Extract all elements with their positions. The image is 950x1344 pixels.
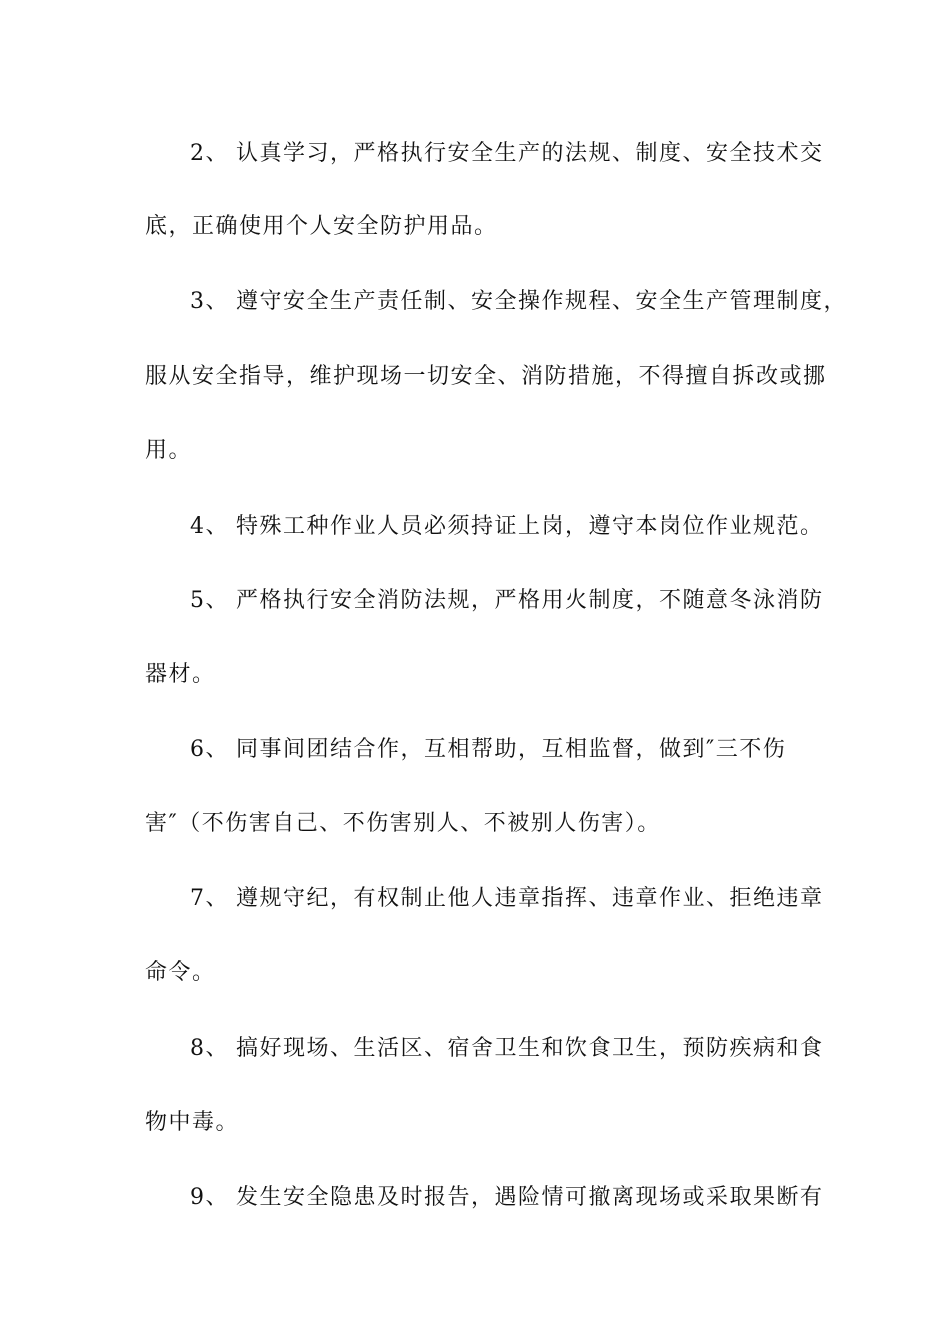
item-text: 命令。 xyxy=(145,960,216,985)
item-text: 认真学习，严格执行安全生产的法规、制度、安全技术交 xyxy=(236,141,824,166)
paragraph-line xyxy=(190,512,870,542)
item-number: 5、 xyxy=(190,588,229,613)
item-number: 4、 xyxy=(190,514,229,539)
item-text: 害″（不伤害自己、不伤害别人、不被别人伤害）。 xyxy=(145,811,661,836)
item-text: 物中毒。 xyxy=(145,1110,240,1135)
paragraph-line xyxy=(190,287,870,317)
paragraph-line xyxy=(190,735,870,765)
paragraph-line xyxy=(190,884,870,914)
item-number: 7、 xyxy=(190,886,229,911)
paragraph-line xyxy=(190,139,870,169)
paragraph-line xyxy=(145,958,825,988)
paragraph-line xyxy=(145,436,825,466)
item-text: 发生安全隐患及时报告，遇险情可撤离现场或采取果断有 xyxy=(236,1185,824,1210)
paragraph-line xyxy=(145,362,825,392)
item-text: 同事间团结合作，互相帮助，互相监督，做到″三不伤 xyxy=(236,737,787,762)
item-text: 用。 xyxy=(145,438,193,463)
item-number: 3、 xyxy=(190,289,229,314)
item-number: 2、 xyxy=(190,141,229,166)
item-text: 服从安全指导，维护现场一切安全、消防措施，不得擅自拆改或挪 xyxy=(145,364,827,389)
paragraph-line xyxy=(145,212,825,242)
item-text: 搞好现场、生活区、宿舍卫生和饮食卫生，预防疾病和食 xyxy=(236,1036,824,1061)
paragraph-line xyxy=(190,1183,870,1213)
paragraph-line xyxy=(145,1108,825,1138)
item-number: 6、 xyxy=(190,737,229,762)
item-number: 8、 xyxy=(190,1036,229,1061)
paragraph-line xyxy=(190,586,870,616)
item-text: 遵规守纪，有权制止他人违章指挥、违章作业、拒绝违章 xyxy=(236,886,824,911)
item-number: 9、 xyxy=(190,1185,229,1210)
item-text: 特殊工种作业人员必须持证上岗，遵守本岗位作业规范。 xyxy=(236,514,824,539)
item-text: 遵守安全生产责任制、安全操作规程、安全生产管理制度， xyxy=(236,289,848,314)
paragraph-line xyxy=(145,660,825,690)
item-text: 器材。 xyxy=(145,662,216,687)
item-text: 底，正确使用个人安全防护用品。 xyxy=(145,214,498,239)
item-text: 严格执行安全消防法规，严格用火制度，不随意冬泳消防 xyxy=(236,588,824,613)
paragraph-line xyxy=(145,809,825,839)
paragraph-line xyxy=(190,1034,870,1064)
